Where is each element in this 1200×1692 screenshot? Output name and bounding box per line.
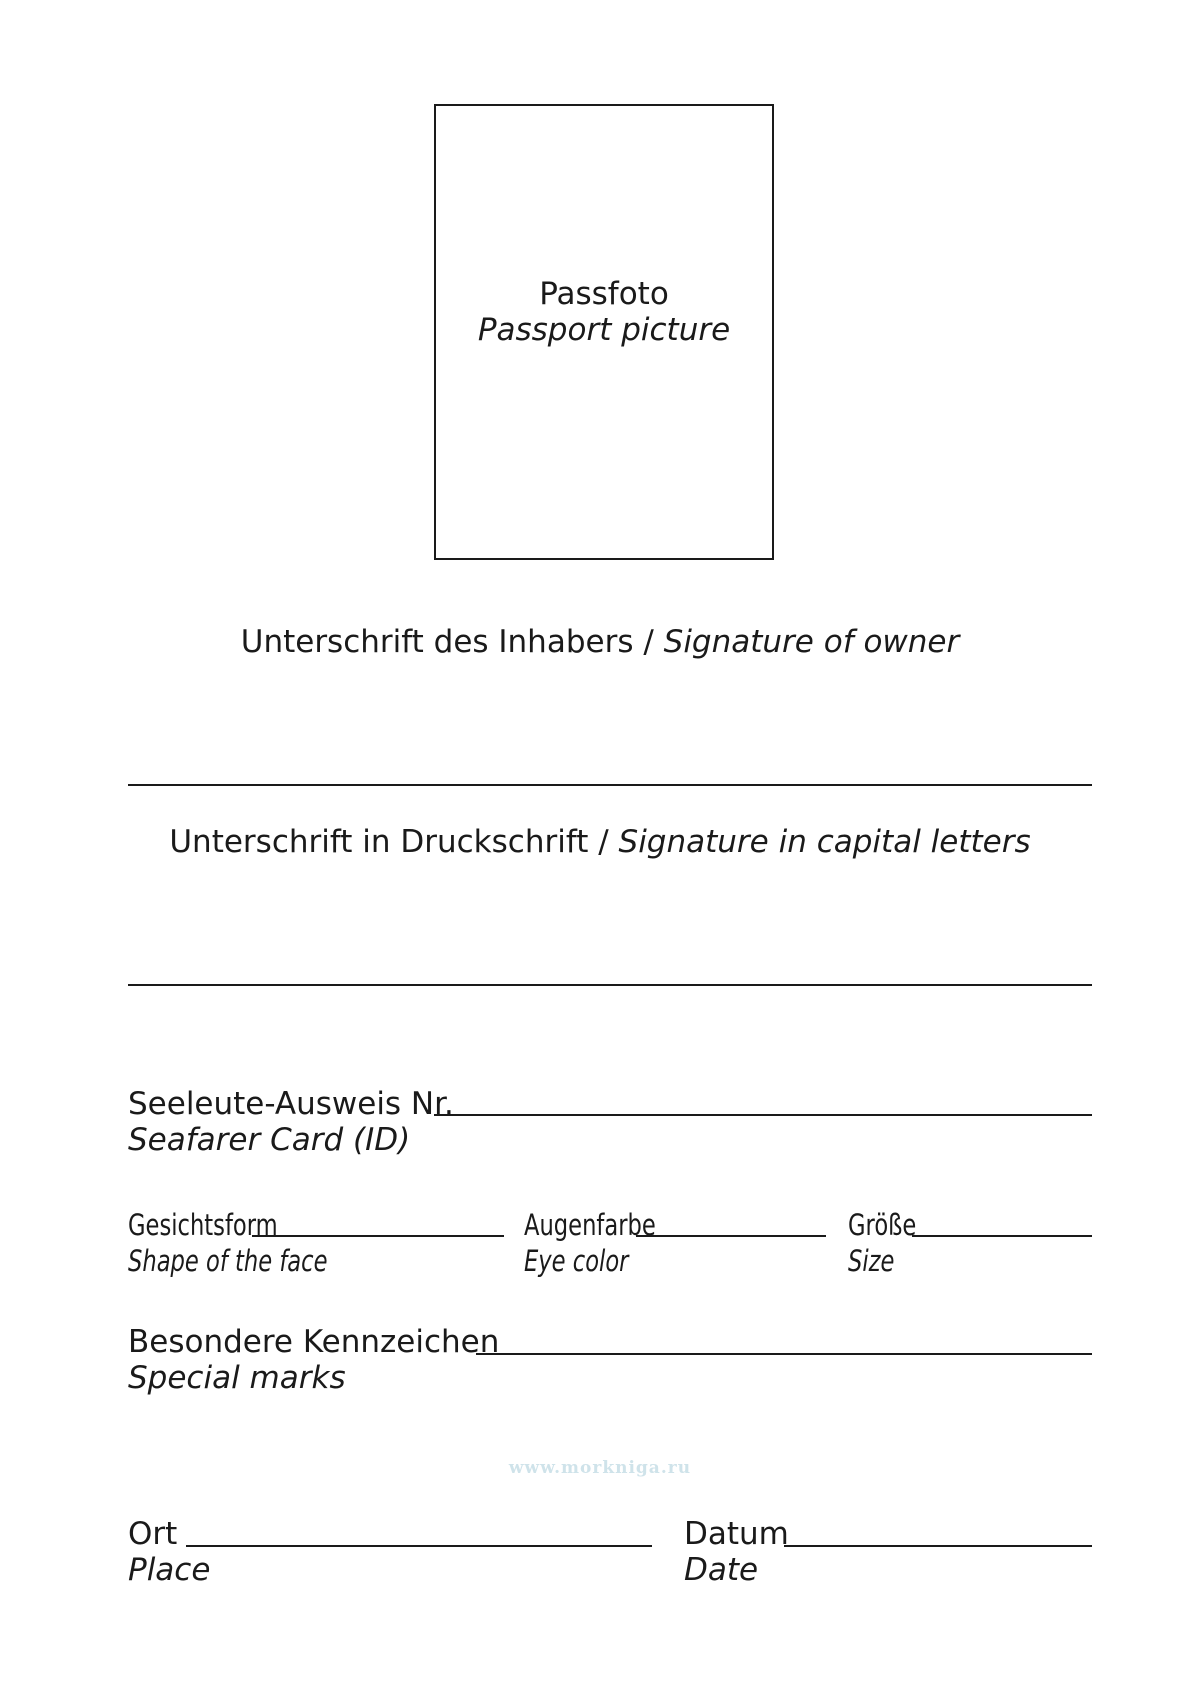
seafarer-card-label-de: Seeleute-Ausweis Nr. (128, 1086, 454, 1122)
special-marks-label-en: Special marks (128, 1360, 346, 1396)
signature-capital-label (0, 824, 1200, 860)
passport-photo-label-de: Passfoto (539, 276, 669, 312)
special-marks-field[interactable] (476, 1353, 1092, 1355)
signature-owner-label (0, 624, 1200, 660)
eye-color-field[interactable] (636, 1235, 826, 1237)
face-shape-label-de: Gesichtsform (128, 1208, 278, 1242)
date-label-de: Datum (684, 1516, 789, 1552)
signature-owner-label-en: Signature of owner (663, 624, 960, 660)
signature-capital-label-de: Unterschrift in Druckschrift / (169, 824, 609, 860)
date-field[interactable] (784, 1545, 1092, 1547)
face-shape-field[interactable] (252, 1235, 504, 1237)
seafarer-card-label-en: Seafarer Card (ID) (128, 1122, 411, 1158)
signature-capital-line[interactable] (128, 984, 1092, 986)
special-marks-label-de: Besondere Kennzeichen (128, 1324, 500, 1360)
place-field[interactable] (186, 1545, 652, 1547)
passport-photo-label-en: Passport picture (477, 312, 731, 348)
size-label-de: Größe (848, 1208, 917, 1242)
eye-color-label-en: Eye color (524, 1244, 629, 1278)
seafarer-card-field[interactable] (434, 1114, 1092, 1116)
eye-color-label-de: Augenfarbe (524, 1208, 656, 1242)
watermark-url: www.morkniga.ru (508, 1458, 692, 1478)
place-label-en: Place (128, 1552, 211, 1588)
size-label-en: Size (848, 1244, 895, 1278)
date-label-en: Date (684, 1552, 759, 1588)
signature-capital-label-en: Signature in capital letters (618, 824, 1031, 860)
signature-owner-line[interactable] (128, 784, 1092, 786)
place-label-de: Ort (128, 1516, 178, 1552)
signature-owner-label-de: Unterschrift des Inhabers / (240, 624, 654, 660)
size-field[interactable] (912, 1235, 1092, 1237)
face-shape-label-en: Shape of the face (128, 1244, 328, 1278)
